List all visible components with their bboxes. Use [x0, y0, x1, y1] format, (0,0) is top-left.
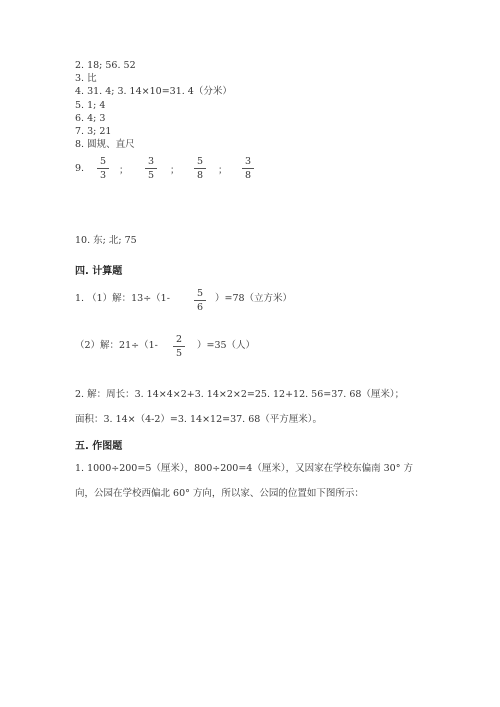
fraction-denominator: 8: [244, 170, 252, 181]
calc-1-part-1-prefix: 1. （1）解：13÷（1-: [75, 293, 170, 304]
answer-7: 7. 3; 21: [75, 126, 112, 137]
answer-8: 8. 圆规、直尺: [75, 139, 135, 150]
fraction: [194, 156, 206, 181]
calc-1-part-1-suffix: ）=78（立方米）: [215, 293, 293, 304]
calc-1-part-2-prefix: （2）解：21÷（1-: [75, 340, 158, 351]
fraction-denominator: 8: [196, 170, 204, 181]
section-5-title: 五. 作图题: [75, 441, 123, 452]
fraction: [242, 156, 254, 181]
calc-1-part-2-suffix: ）=35（人）: [197, 340, 256, 351]
fraction-denominator: 6: [196, 302, 204, 313]
separator: ；: [119, 165, 129, 176]
separator: ；: [170, 165, 180, 176]
fraction-numerator: 2: [175, 334, 183, 345]
fraction-bar: [194, 168, 206, 169]
fraction-bar: [173, 346, 185, 347]
fraction-bar: [145, 168, 157, 169]
fraction: [173, 334, 185, 359]
fraction-bar: [194, 300, 206, 301]
fraction: [194, 288, 206, 313]
fraction-numerator: 3: [147, 156, 155, 167]
fraction-denominator: 5: [175, 348, 183, 359]
answer-4: 4. 31. 4; 3. 14×10=31. 4（分米）: [75, 86, 232, 97]
section-4-title: 四. 计算题: [75, 266, 123, 277]
fraction-numerator: 5: [196, 156, 204, 167]
answer-3: 3. 比: [75, 73, 97, 84]
fraction-denominator: 5: [147, 170, 155, 181]
drawing-1-line-2: 向，公园在学校西偏北 60° 方向，所以家、公园的位置如下图所示：: [75, 488, 364, 499]
answer-2: 2. 18; 56. 52: [75, 60, 136, 71]
fraction-numerator: 5: [99, 156, 107, 167]
calc-2-line-2: 面积：3. 14×（4-2）=3. 14×12=37. 68（平方厘米）。: [75, 414, 323, 425]
fraction-bar: [97, 168, 109, 169]
answer-5: 5. 1; 4: [75, 100, 106, 111]
drawing-1-line-1: 1. 1000÷200=5（厘米），800÷200=4（厘米），又因家在学校东偏南 30° 方: [75, 463, 413, 474]
fraction-numerator: 3: [244, 156, 252, 167]
fraction: [97, 156, 109, 181]
fraction-bar: [242, 168, 254, 169]
fraction-numerator: 5: [196, 288, 204, 299]
fraction: [145, 156, 157, 181]
calc-2-line-1: 2. 解：周长：3. 14×4×2+3. 14×2×2=25. 12+12. 56=37. 68（厘米）；: [75, 389, 405, 400]
separator: ；: [218, 165, 228, 176]
answer-10: 10. 东; 北; 75: [75, 235, 137, 246]
fraction-denominator: 3: [99, 170, 107, 181]
answer-9-label: 9.: [75, 163, 85, 174]
answer-6: 6. 4; 3: [75, 113, 106, 124]
